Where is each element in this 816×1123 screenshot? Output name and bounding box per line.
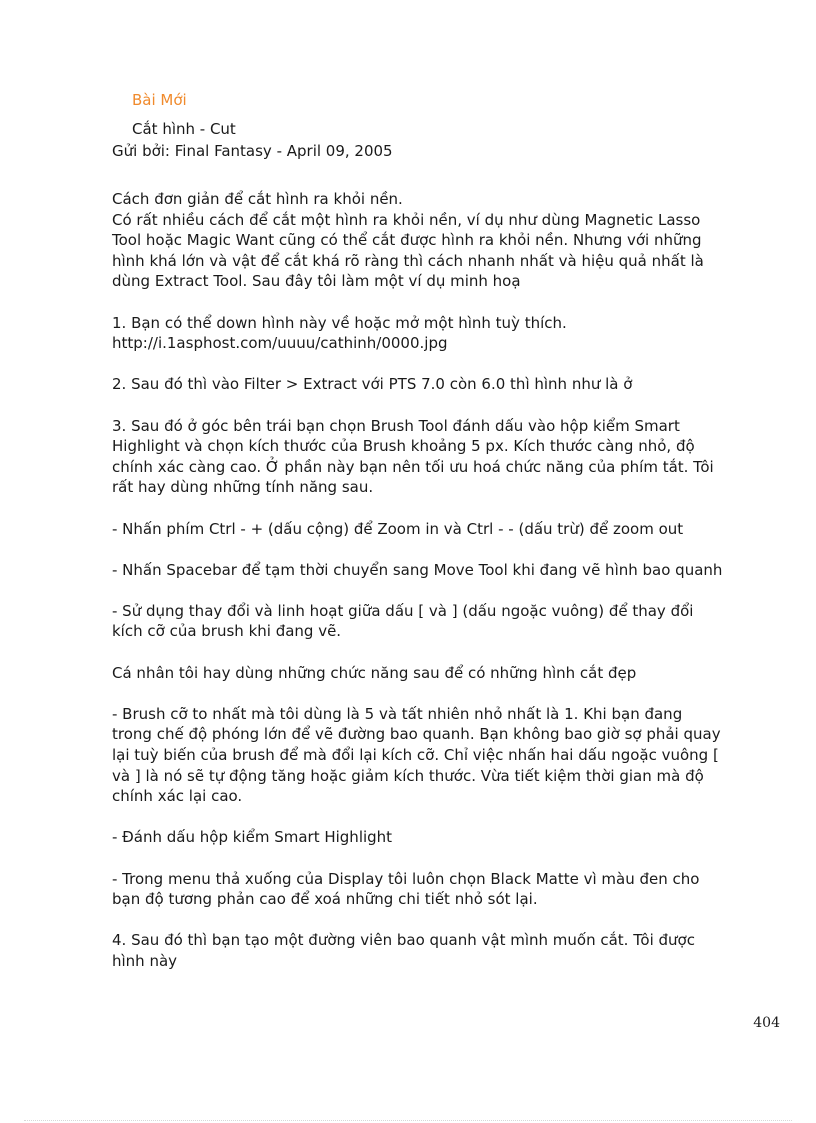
paragraph-zoom-shortcut: - Nhấn phím Ctrl - + (dấu cộng) để Zoom in và Ctrl - - (dấu trừ) để zoom out [112,519,684,538]
paragraph-intro: Cách đơn giản để cắt hình ra khỏi nền. Có rất nhiều cách để cắt một hình ra khỏi nền, ví dụ như dùng Magnetic Lasso Tool hoặc Magic Want cũng có thể cắt được hình ra khỏi nền. Nhưng với những hình khá lớn và vật để cắt khá rõ ràng thì cách nhanh nhất và hiệu quả nhất là dùng Extract Tool. Sau đây tôi làm một ví dụ minh hoạ [112,190,704,291]
paragraph-step-1: 1. Bạn có thể down hình này về hoặc mở một hình tuỳ thích. http://i.1asphost.com/uuuu/cathinh/0000.jpg [112,313,567,353]
post-meta: Gửi bởi: Final Fantasy - April 09, 2005 [112,142,393,160]
page-number: 404 [753,1015,780,1031]
paragraph-display-matte: - Trong menu thả xuống của Display tôi luôn chọn Black Matte vì màu đen cho bạn độ tương phản cao để xoá những chi tiết nhỏ sót lại. [112,869,700,909]
paragraph-brush-size: - Brush cỡ to nhất mà tôi dùng là 5 và tất nhiên nhỏ nhất là 1. Khi bạn đang trong chế độ phóng lớn để vẽ đường bao quanh. Bạn không bao giờ sợ phải quay lại tuỳ biến của brush để mà đổi lại kích cỡ. Chỉ việc nhấn hai dấu ngoặc vuông [ và ] là nó sẽ tự động tăng hoặc giảm kích thước. Vừa tiết kiệm thời gian mà độ chính xác lại cao. [112,704,721,806]
post-title: Cắt hình - Cut [132,120,236,138]
paragraph-step-2: 2. Sau đó thì vào Filter > Extract với PTS 7.0 còn 6.0 thì hình như là ở [112,375,633,394]
article-body [112,189,792,972]
paragraph-step-3: 3. Sau đó ở góc bên trái bạn chọn Brush Tool đánh dấu vào hộp kiểm Smart Highlight và chọn kích thước của Brush khoảng 5 px. Kích thước càng nhỏ, độ chính xác càng cao. Ở phần này bạn nên tối ưu hoá chức năng của phím tắt. Tôi rất hay dùng những tính năng sau. [112,416,714,497]
paragraph-bracket-shortcut: - Sử dụng thay đổi và linh hoạt giữa dấu [ và ] (dấu ngoặc vuông) để thay đổi kích cỡ của brush khi đang vẽ. [112,601,694,641]
section-heading: Bài Mới [132,91,187,109]
paragraph-spacebar-shortcut: - Nhấn Spacebar để tạm thời chuyển sang Move Tool khi đang vẽ hình bao quanh [112,560,723,579]
footer-divider [24,1120,792,1121]
paragraph-smart-highlight: - Đánh dấu hộp kiểm Smart Highlight [112,828,393,847]
paragraph-personal-tips: Cá nhân tôi hay dùng những chức năng sau để có những hình cắt đẹp [112,663,637,682]
paragraph-step-4: 4. Sau đó thì bạn tạo một đường viên bao quanh vật mình muốn cắt. Tôi được hình này [112,931,695,970]
